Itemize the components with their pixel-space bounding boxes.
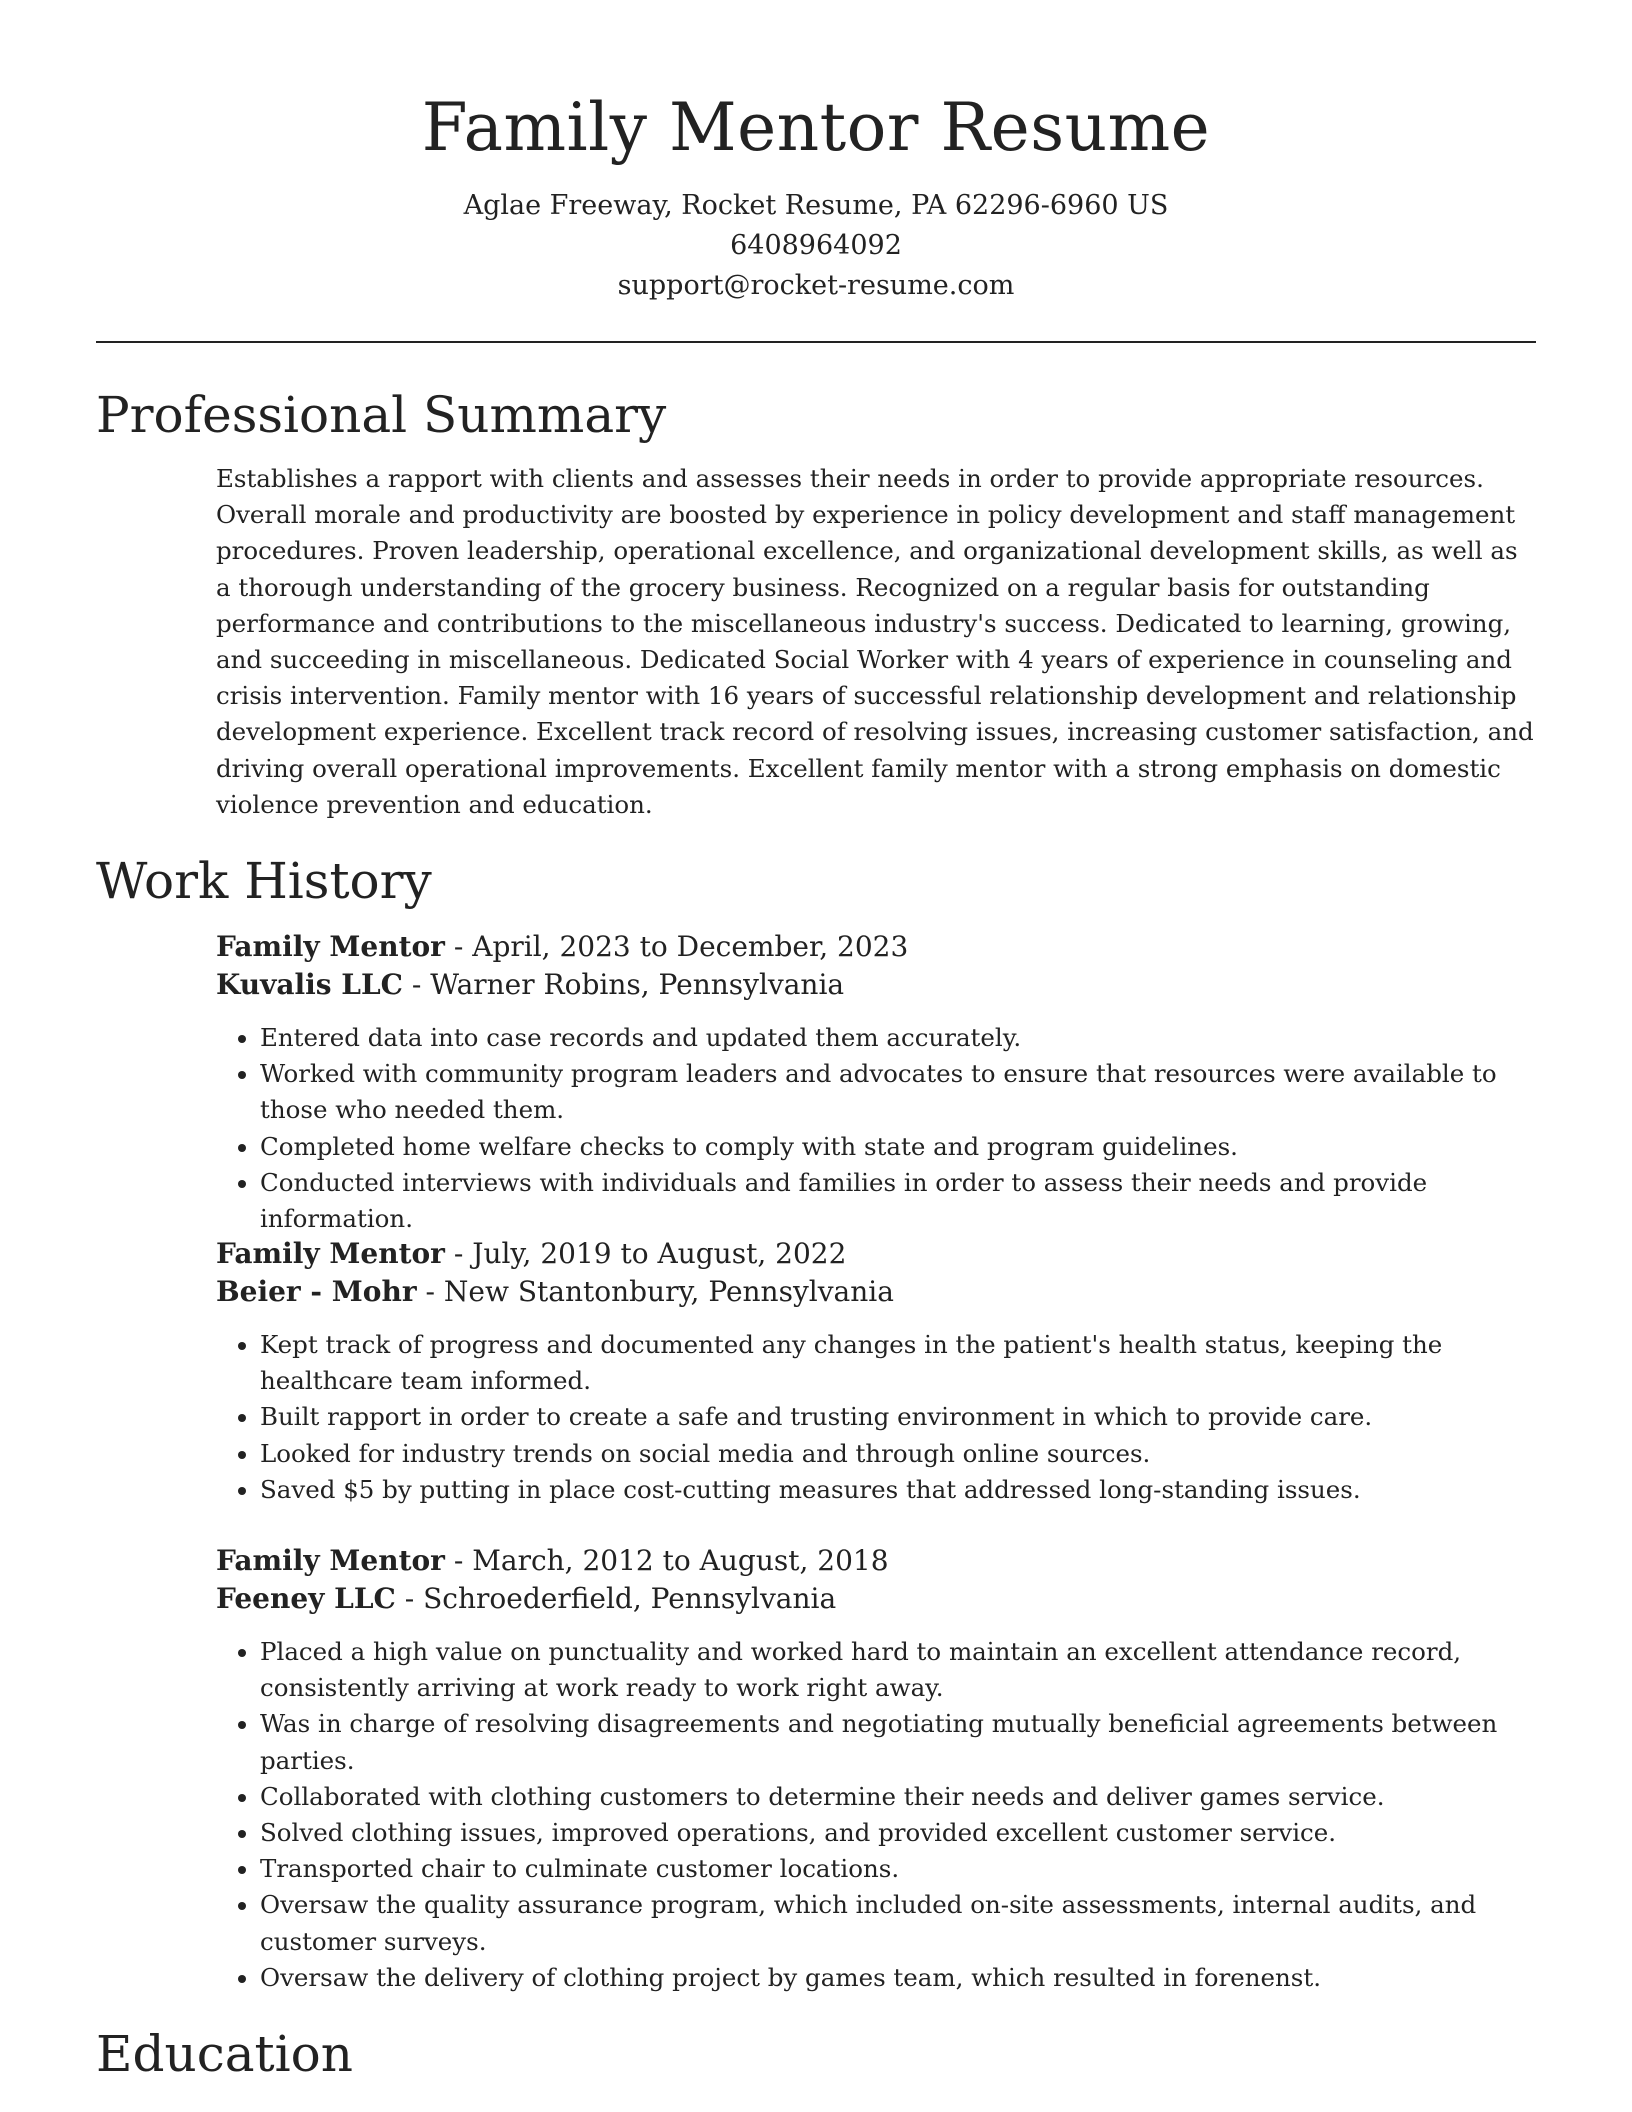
job-bullets [216, 1020, 1536, 1237]
address-text: Aglae Freeway, Rocket Resume, PA 62296-6960 US [463, 190, 1169, 221]
header-divider [96, 341, 1536, 343]
bullet-item: • Collaborated with clothing customers to determine their needs and deliver games service. [260, 1779, 1536, 1815]
work-history-heading: Work History [96, 852, 432, 910]
summary-section [216, 461, 1536, 823]
separator-dash: - [411, 968, 431, 1001]
job-company-line [216, 1580, 1536, 1618]
bullet-item: • Placed a high value on punctuality and worked hard to maintain an excellent attendance record, consistently arriving at work ready to work right away. [260, 1634, 1536, 1706]
job-dates: July, 2019 to August, 2022 [472, 1237, 847, 1270]
bullet-item: • Completed home welfare checks to comply with state and program guidelines. [260, 1129, 1536, 1165]
bullet-item: • Was in charge of resolving disagreements and negotiating mutually beneficial agreements between parties. [260, 1706, 1536, 1778]
job-location: Warner Robins, Pennsylvania [430, 968, 845, 1001]
job-entry [216, 928, 1536, 1237]
job-dates: April, 2023 to December, 2023 [472, 930, 909, 963]
separator-dash: - [453, 930, 473, 963]
phone-text: 6408964092 [730, 230, 902, 261]
job-role: Family Mentor [216, 1544, 445, 1577]
job-bullets [216, 1634, 1536, 1996]
separator-dash: - [453, 1237, 473, 1270]
resume-title: Family Mentor Resume [421, 89, 1211, 166]
resume-header [0, 0, 1632, 306]
job-company: Beier - Mohr [216, 1275, 417, 1308]
job-company-line [216, 1273, 1536, 1311]
job-location: Schroederfield, Pennsylvania [423, 1582, 837, 1615]
job-role: Family Mentor [216, 930, 445, 963]
bullet-item: • Conducted interviews with individuals and families in order to assess their needs and provide information. [260, 1165, 1536, 1237]
job-bullets [216, 1327, 1536, 1508]
bullet-item: • Worked with community program leaders and advocates to ensure that resources were available to those who needed them. [260, 1056, 1536, 1128]
bullet-item: • Entered data into case records and updated them accurately. [260, 1020, 1536, 1056]
separator-dash: - [425, 1275, 444, 1308]
bullet-item: • Saved $5 by putting in place cost-cutting measures that addressed long-standing issues. [260, 1472, 1536, 1508]
bullet-item: • Kept track of progress and documented any changes in the patient's health status, keeping the healthcare team informed. [260, 1327, 1536, 1399]
bullet-item: • Transported chair to culminate customer locations. [260, 1851, 1536, 1887]
education-heading: Education [96, 2025, 353, 2083]
summary-text: Establishes a rapport with clients and assesses their needs in order to provide appropriate resources. Overall morale and productivity are boosted by experience in policy development and staff management procedures. Proven leadership, operational excellence, and organizational development skills, as well as a thorough understanding of the grocery business. Recognized on a regular basis for outstanding performance and contributions to the miscellaneous industry's success. Dedicated to learning, growing, and succeeding in miscellaneous. Dedicated Social Worker with 4 years of experience in counseling and crisis intervention. Family mentor with 16 years of successful relationship development and relationship development experience. Excellent track record of resolving issues, increasing customer satisfaction, and driving overall operational improvements. Excellent family mentor with a strong emphasis on domestic violence prevention and education. [216, 464, 1534, 819]
job-title-line [216, 1235, 1536, 1273]
bullet-item: • Solved clothing issues, improved operations, and provided excellent customer service. [260, 1815, 1536, 1851]
job-entry [216, 1542, 1536, 1996]
job-entry [216, 1235, 1536, 1508]
bullet-item: • Oversaw the delivery of clothing project by games team, which resulted in forenenst. [260, 1960, 1536, 1996]
job-role: Family Mentor [216, 1237, 445, 1270]
job-title-line [216, 1542, 1536, 1580]
email-text: support@rocket-resume.com [617, 270, 1015, 301]
job-dates: March, 2012 to August, 2018 [472, 1544, 889, 1577]
separator-dash: - [404, 1582, 424, 1615]
job-company: Feeney LLC [216, 1582, 396, 1615]
separator-dash: - [453, 1544, 473, 1577]
bullet-item: • Built rapport in order to create a safe and trusting environment in which to provide care. [260, 1399, 1536, 1435]
summary-heading: Professional Summary [96, 386, 667, 444]
job-title-line [216, 928, 1536, 966]
job-location: New Stantonbury, Pennsylvania [443, 1275, 894, 1308]
bullet-item: • Looked for industry trends on social media and through online sources. [260, 1436, 1536, 1472]
contact-info [0, 186, 1632, 306]
job-company-line [216, 966, 1536, 1004]
job-company: Kuvalis LLC [216, 968, 403, 1001]
bullet-item: • Oversaw the quality assurance program, which included on-site assessments, internal audits, and customer surveys. [260, 1887, 1536, 1959]
